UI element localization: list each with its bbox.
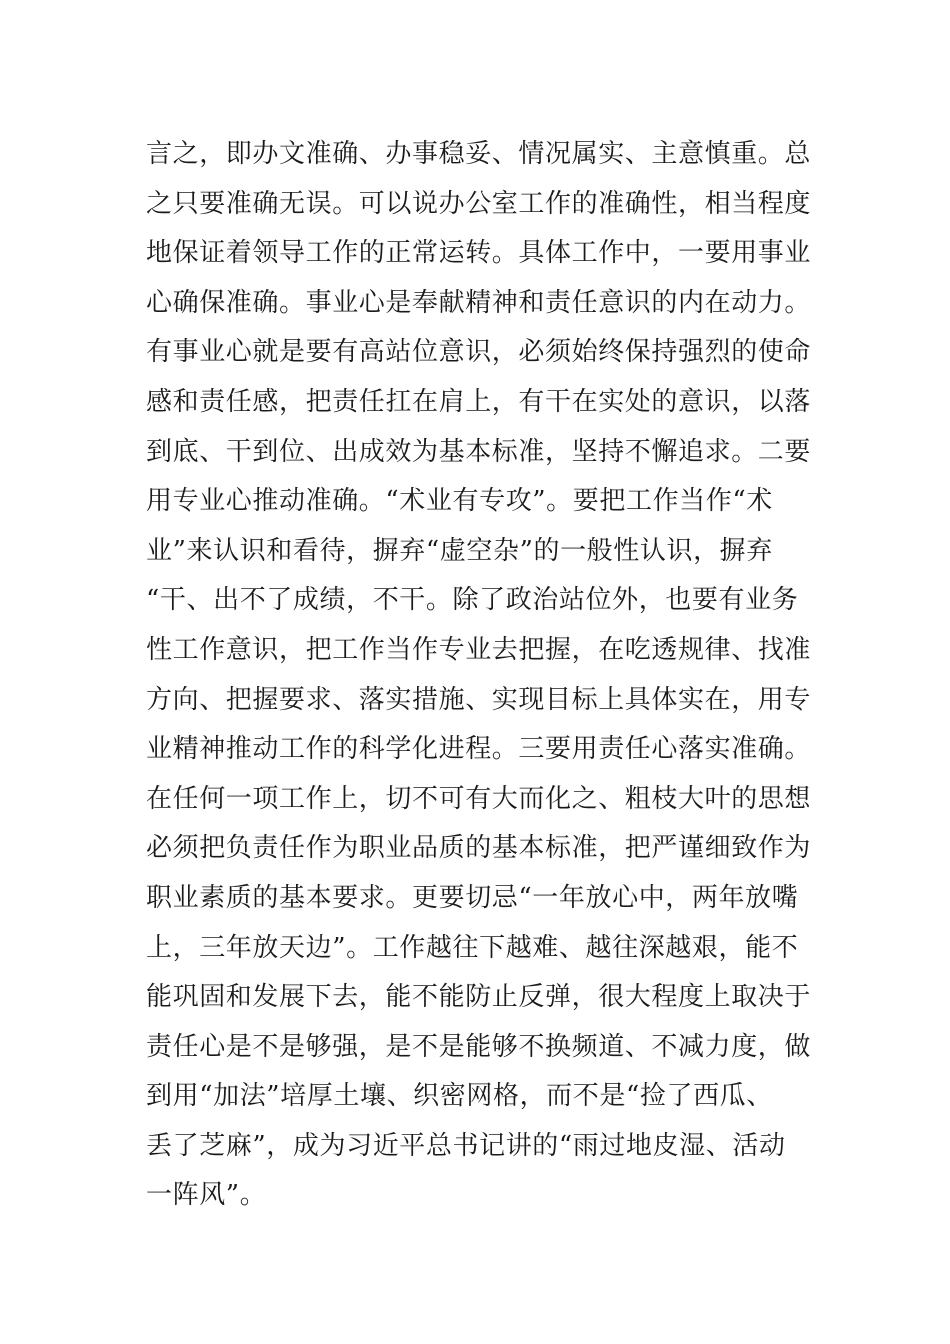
text-line: 业”来认识和看待，摒弃“虚空杂”的一般性认识，摒弃 [146,535,773,566]
text-line: 上，三年放天边”。工作越往下越难、越往深越艰，能不 [146,932,799,963]
text-line: 之只要准确无误。可以说办公室工作的准确性，相当程度 [146,188,812,219]
text-line: 性工作意识，把工作当作专业去把握，在吃透规律、找准 [146,634,812,665]
text-line: 感和责任感，把责任扛在肩上，有干在实处的意识，以落 [146,386,812,417]
text-line: 有事业心就是要有高站位意识，必须始终保持强烈的使命 [146,337,812,368]
text-line: 用专业心推动准确。“术业有专攻”。要把工作当作“术 [146,486,773,517]
text-line: 言之，即办文准确、办事稳妥、情况属实、主意慎重。总 [146,139,812,169]
text-line: 到底、干到位、出成效为基本标准，坚持不懈追求。二要 [146,436,812,467]
body-paragraph [146,130,810,1221]
text-line: 方向、把握要求、落实措施、实现目标上具体实在，用专 [146,684,812,715]
text-line: 责任心是不是够强，是不是能够不换频道、不减力度，做 [146,1031,812,1062]
text-line: 职业素质的基本要求。更要切忌“一年放心中，两年放嘴 [146,882,799,913]
text-line: 地保证着领导工作的正常运转。具体工作中，一要用事业 [146,238,812,269]
text-line: 业精神推动工作的科学化进程。三要用责任心落实准确。 [146,734,812,765]
text-line: 必须把负责任作为职业品质的基本标准，把严谨细致作为 [146,833,812,864]
text-line: 到用“加法”培厚土壤、织密网格，而不是“捡了西瓜、 [146,1081,773,1112]
text-line: 心确保准确。事业心是奉献精神和责任意识的内在动力。 [146,287,812,318]
text-line: 一阵风”。 [146,1180,267,1211]
text-line: 丢了芝麻”，成为习近平总书记讲的“雨过地皮湿、活动 [146,1130,786,1161]
text-line: “干、出不了成绩，不干。除了政治站位外，也要有业务 [146,585,799,616]
text-line: 能巩固和发展下去，能不能防止反弹，很大程度上取决于 [146,982,812,1013]
text-line: 在任何一项工作上，切不可有大而化之、粗枝大叶的思想 [146,783,812,814]
